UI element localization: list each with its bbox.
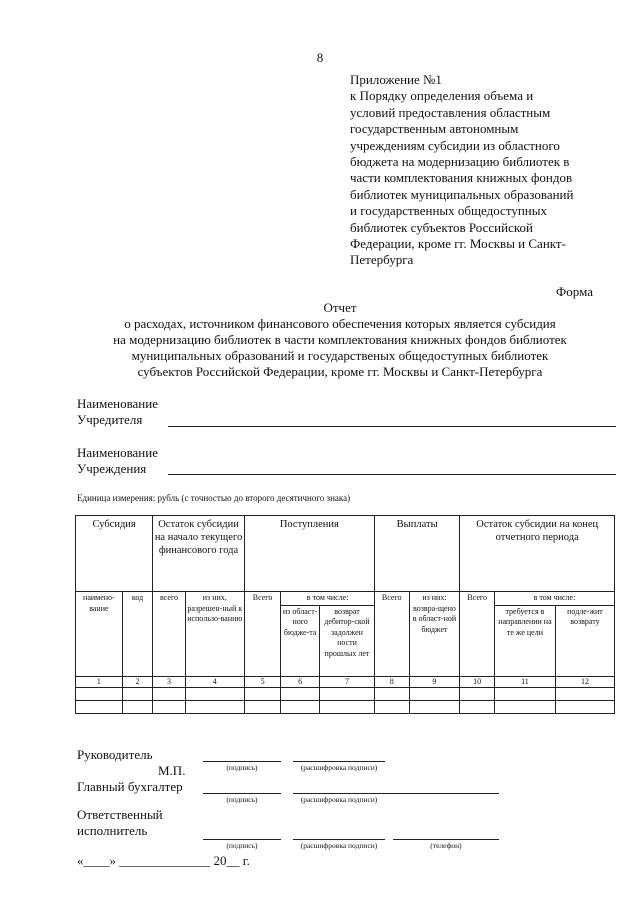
appendix-block (350, 72, 600, 269)
col-number: 4 (185, 676, 244, 687)
stamp-label: М.П. (158, 763, 186, 778)
table-cell[interactable] (185, 687, 244, 700)
table-cell[interactable] (494, 700, 555, 713)
appendix-line: учреждениям субсидии из областного (350, 137, 560, 153)
institution-label (77, 445, 158, 477)
report-title (0, 300, 640, 380)
appendix-line: к Порядку определения объема и (350, 88, 534, 104)
header-payments: Выплаты (374, 516, 459, 592)
responsible-signature-line[interactable] (203, 839, 281, 840)
col-number: 11 (494, 676, 555, 687)
unit-line: Единица измерения: рубль (с точностью до второго десятичного знака) (77, 493, 351, 503)
responsible-signature-caption: (подпись) (226, 841, 258, 850)
table-row (76, 687, 615, 700)
col-number: 1 (76, 676, 123, 687)
head-signature-line[interactable] (203, 761, 281, 762)
responsible-phone-caption: (телефон) (430, 841, 462, 850)
appendix-line: бюджета на модернизацию библиотек в (350, 154, 570, 170)
col-number: 3 (153, 676, 186, 687)
table-cell[interactable] (76, 687, 123, 700)
report-table (75, 515, 615, 714)
institution-label-line: Наименование (77, 445, 158, 460)
form-label: Форма (556, 284, 593, 299)
col-number: 10 (460, 676, 495, 687)
table-cell[interactable] (460, 700, 495, 713)
table-cell[interactable] (374, 700, 409, 713)
table-cell[interactable] (281, 700, 320, 713)
header-balance-end: Остаток субсидии на конец отчетного периода (460, 516, 615, 592)
appendix-line: Федерации, кроме гг. Москвы и Санкт- (350, 236, 566, 252)
table-cell[interactable] (76, 700, 123, 713)
table-cell[interactable] (320, 700, 375, 713)
table-cell[interactable] (244, 700, 281, 713)
responsible-decoding-line[interactable] (293, 839, 385, 840)
head-signature-caption: (подпись) (226, 763, 258, 772)
head-decoding-line[interactable] (293, 761, 385, 762)
appendix-line: библиотек субъектов Российской (350, 219, 533, 235)
col-to-return: подле-жит возврату (555, 605, 614, 676)
institution-input-line[interactable] (168, 474, 616, 475)
page-number: 8 (316, 50, 324, 65)
col-code: код (122, 592, 153, 677)
responsible-label-line: исполнитель (77, 823, 148, 838)
table-cell[interactable] (244, 687, 281, 700)
table-cell[interactable] (409, 700, 460, 713)
founder-label (77, 396, 158, 428)
accountant-decoding-line[interactable] (293, 793, 499, 794)
table-cell[interactable] (122, 687, 153, 700)
col-number: 12 (555, 676, 614, 687)
report-heading: Отчет (323, 300, 357, 315)
col-end-incl: в том числе: (494, 592, 614, 606)
date-line[interactable]: «____» ______________ 20__ г. (77, 853, 250, 868)
report-title-line: субъектов Российской Федерации, кроме гг. Москвы и Санкт-Петербурга (137, 364, 543, 379)
header-receipts: Поступления (244, 516, 374, 592)
col-return-debt: возврат дебитор-ской задолжен ности прошлых лет (320, 605, 375, 676)
col-end-total: Всего (460, 592, 495, 677)
col-number: 7 (320, 676, 375, 687)
table-cell[interactable] (153, 687, 186, 700)
col-receipts-total: Всего (244, 592, 281, 677)
founder-input-line[interactable] (168, 426, 616, 427)
table-cell[interactable] (409, 687, 460, 700)
table-row (76, 700, 615, 713)
appendix-line: Петербурга (350, 252, 414, 268)
table-header-row (76, 516, 615, 592)
appendix-line: и государственных общедоступных (350, 203, 547, 219)
institution-label-line: Учреждения (77, 461, 147, 476)
col-number: 5 (244, 676, 281, 687)
report-title-line: муниципальных образований и государственых общедоступных библиотек (131, 348, 549, 363)
col-total-start: всего (153, 592, 186, 677)
table-cell[interactable] (281, 687, 320, 700)
appendix-line: условий предоставления областным (350, 104, 551, 120)
accountant-signature-caption: (подпись) (226, 795, 258, 804)
chief-accountant-label: Главный бухгалтер (77, 779, 183, 794)
table-cell[interactable] (122, 700, 153, 713)
appendix-line: библиотек муниципальных образований (350, 186, 574, 202)
head-label: Руководитель (77, 747, 153, 762)
col-number: 9 (409, 676, 460, 687)
col-receipts-incl: в том числе: (281, 592, 375, 606)
founder-label-line: Наименование (77, 396, 158, 411)
header-balance-start: Остаток субсидии на начало текущего финансового года (153, 516, 245, 592)
table-cell[interactable] (555, 700, 614, 713)
appendix-line: Приложение №1 (350, 72, 442, 87)
responsible-decoding-caption: (расшифровка подписи) (300, 841, 378, 850)
responsible-phone-line[interactable] (393, 839, 499, 840)
col-payments-total: Всего (374, 592, 409, 677)
col-allowed: из них, разрешен-ный к использо-ванию (185, 592, 244, 677)
responsible-label (77, 807, 163, 839)
table-cell[interactable] (494, 687, 555, 700)
col-from-budget: из област-ного бюдже-та (281, 605, 320, 676)
table-cell[interactable] (374, 687, 409, 700)
col-name: наимено-вание (76, 592, 123, 677)
accountant-decoding-caption: (расшифровка подписи) (300, 795, 378, 804)
table-cell[interactable] (320, 687, 375, 700)
col-required: требуется в направлении на те же цели (494, 605, 555, 676)
report-title-line: о расходах, источником финансового обеспечения которых является субсидия (124, 316, 556, 331)
header-subsidy: Субсидия (76, 516, 153, 592)
table-cell[interactable] (460, 687, 495, 700)
report-title-line: на модернизацию библиотек в части комплектования книжных фондов библиотек (113, 332, 567, 347)
column-numbers-row (76, 676, 615, 687)
table-subheader-row (76, 592, 615, 606)
col-number: 2 (122, 676, 153, 687)
table-cell[interactable] (185, 700, 244, 713)
accountant-signature-line[interactable] (203, 793, 281, 794)
appendix-line: государственным автономным (350, 121, 519, 137)
col-returned: из них: возвра-щено в област-ной бюджет (409, 592, 460, 677)
head-decoding-caption: (расшифровка подписи) (300, 763, 378, 772)
col-number: 8 (374, 676, 409, 687)
founder-label-line: Учредителя (77, 412, 143, 427)
col-number: 6 (281, 676, 320, 687)
table-cell[interactable] (153, 700, 186, 713)
table-cell[interactable] (555, 687, 614, 700)
appendix-line: части комплектования книжных фондов (350, 170, 573, 186)
responsible-label-line: Ответственный (77, 807, 163, 822)
